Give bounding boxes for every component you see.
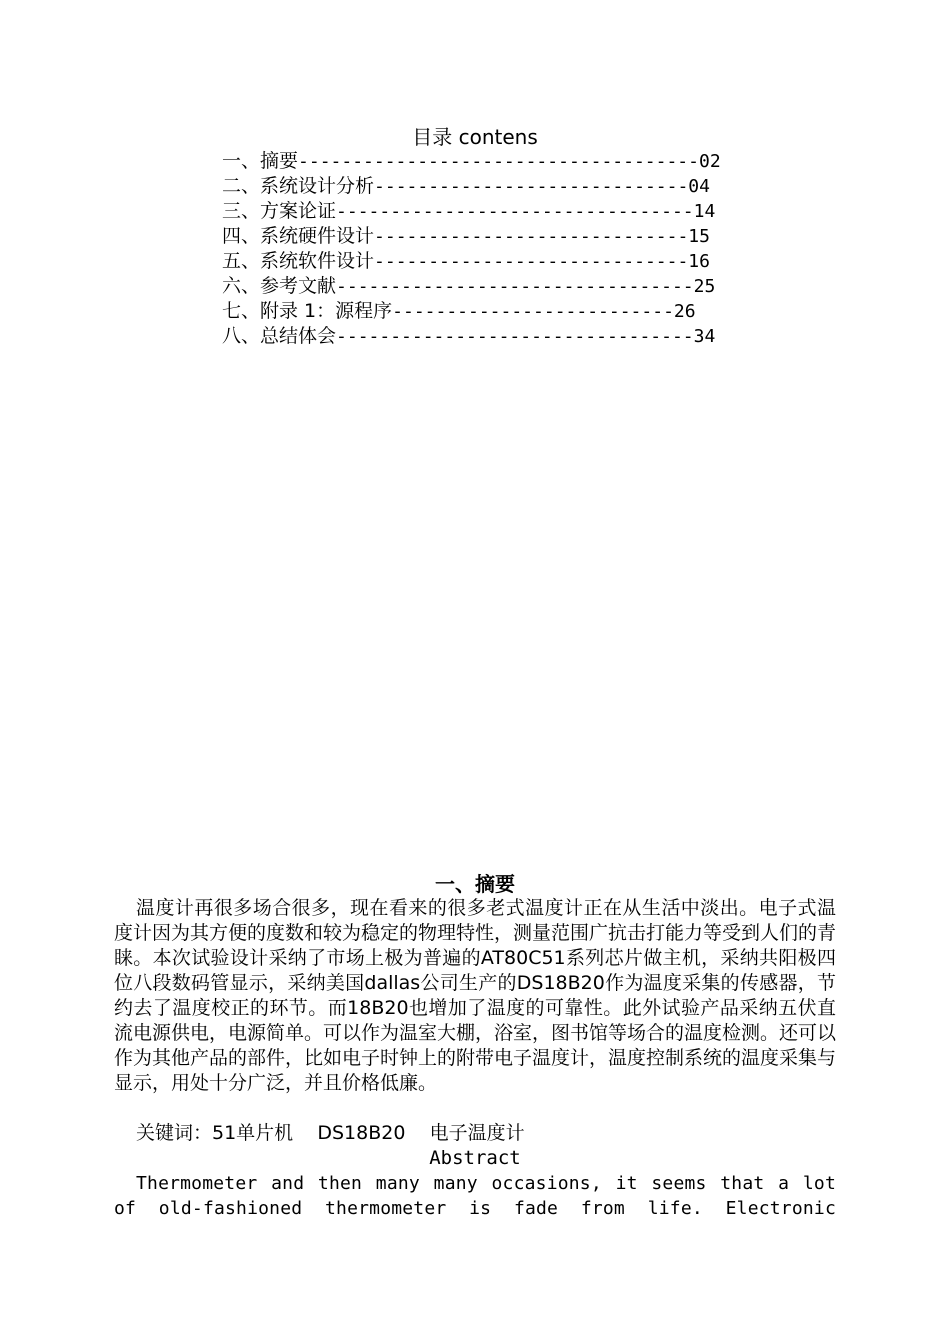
toc-item[interactable] xyxy=(222,324,721,349)
toc-page-number: 15 xyxy=(688,226,710,247)
toc-item[interactable] xyxy=(222,224,721,249)
toc-item-label: 一、摘要 xyxy=(222,150,299,172)
summary-paragraph: 温度计再很多场合很多，现在看来的很多老式温度计正在从生活中淡出。电子式温度计因为其方便的度数和较为稳定的物理特性，测量范围广抗击打能力等受到人们的青睐。本次试验设计采纳了市场上极为普遍的AT80C51系列芯片做主机，采纳共阳极四位八段数码管显示，采纳美国dallas公司生产的DS18B20作为温度采集的传感器，节约去了温度校正的环节。而18B20也增加了温度的可靠性。此外试验产品采纳五伏直流电源供电，电源简单。可以作为温室大棚，浴室，图书馆等场合的温度检测。还可以作为其他产品的部件，比如电子时钟上的附带电子温度计，温度控制系统的温度采集与显示，用处十分广泛，并且价格低廉。 xyxy=(114,897,837,1094)
toc-leader: ----------------------------- xyxy=(374,226,689,247)
toc-item-label: 三、方案论证 xyxy=(222,200,337,222)
toc-page-number: 25 xyxy=(693,276,716,297)
toc-leader: ----------------------------- xyxy=(374,251,689,272)
toc-leader: --------------------------------- xyxy=(336,276,694,297)
toc-item-label: 五、系统软件设计 xyxy=(222,250,375,272)
toc-leader: --------------------------------- xyxy=(336,201,694,222)
toc-item-label: 四、系统硬件设计 xyxy=(222,225,375,247)
section-heading: 一、摘要 xyxy=(435,872,515,896)
toc-page-number: 04 xyxy=(688,176,710,197)
toc-leader: ----------------------------- xyxy=(374,176,689,197)
toc-item[interactable] xyxy=(222,249,721,274)
toc-item[interactable] xyxy=(222,274,721,299)
toc-item-label: 八、总结体会 xyxy=(222,325,337,347)
toc-item-label: 七、附录 1：源程序 xyxy=(222,300,393,322)
toc-page-number: 16 xyxy=(688,251,710,272)
toc-item[interactable] xyxy=(222,199,721,224)
toc-page-number: 02 xyxy=(698,151,721,172)
toc-item-label: 二、系统设计分析 xyxy=(222,175,375,197)
toc-list xyxy=(222,149,721,349)
toc-page-number: 14 xyxy=(693,201,716,222)
abstract-paragraph: Thermometer and then many many occasions, it seems that a lot of old-fashioned thermometer is fade from life. Electronic xyxy=(114,1173,836,1219)
toc-page-number: 26 xyxy=(673,301,696,322)
toc-page-number: 34 xyxy=(693,326,716,347)
keywords-line: 关键词：51单片机 DS18B20 电子温度计 xyxy=(136,1122,525,1144)
toc-leader: --------------------------------- xyxy=(336,326,694,347)
toc-item[interactable] xyxy=(222,149,721,174)
toc-item[interactable] xyxy=(222,299,721,324)
toc-leader: -------------------------- xyxy=(392,301,674,322)
toc-leader: ------------------------------------- xyxy=(298,151,699,172)
toc-item-label: 六、参考文献 xyxy=(222,275,337,297)
abstract-title: Abstract xyxy=(429,1147,521,1169)
toc-item[interactable] xyxy=(222,174,721,199)
toc-title: 目录 contens xyxy=(412,125,538,149)
